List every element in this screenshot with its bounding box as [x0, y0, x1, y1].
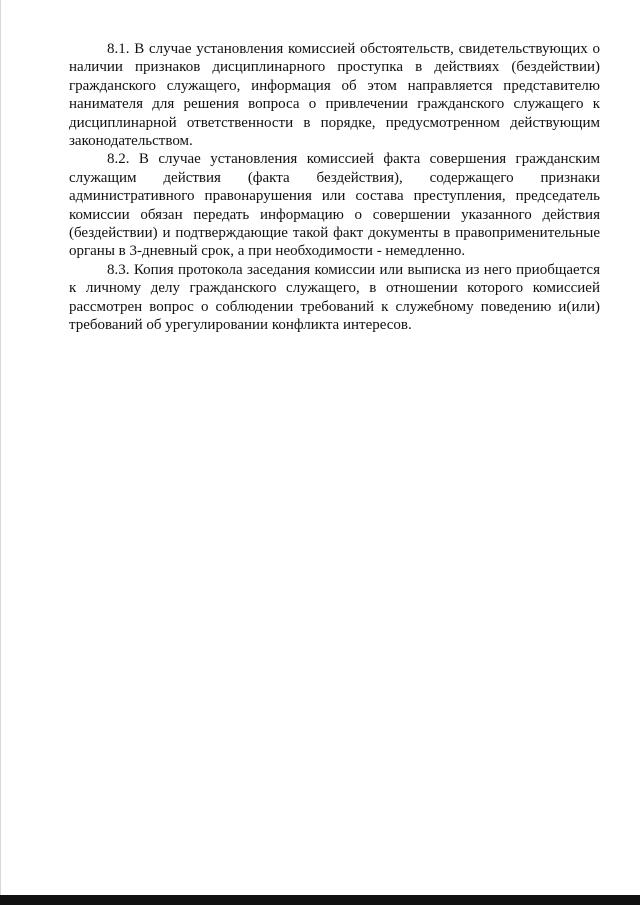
- scan-left-edge: [0, 0, 1, 905]
- paragraph-8-2: 8.2. В случае установления комиссией факта совершения гражданским служащим действия (факта бездействия), содержащего признаки административного правонарушения или состава преступления, председатель комиссии обязан передать информацию о совершении указанного действия (бездействии) и подтверждающие такой факт документы в правоприменительные органы в 3-дневный срок, а при необходимости - немедленно.: [69, 151, 600, 260]
- scan-bottom-edge: [0, 895, 640, 905]
- document-body: [69, 40, 600, 335]
- paragraph-8-1: 8.1. В случае установления комиссией обстоятельств, свидетельствующих о наличии признаков дисциплинарного проступка в действиях (бездействии) гражданского служащего, информация об этом направляется представителю нанимателя для решения вопроса о привлечении гражданского служащего к дисциплинарной ответственности в порядке, предусмотренном действующим законодательством.: [69, 41, 600, 150]
- paragraph-8-3: 8.3. Копия протокола заседания комиссии или выписка из него приобщается к личному делу гражданского служащего, в отношении которого комиссией рассмотрен вопрос о соблюдении требований к служебному поведению и(или) требований об урегулировании конфликта интересов.: [69, 261, 600, 334]
